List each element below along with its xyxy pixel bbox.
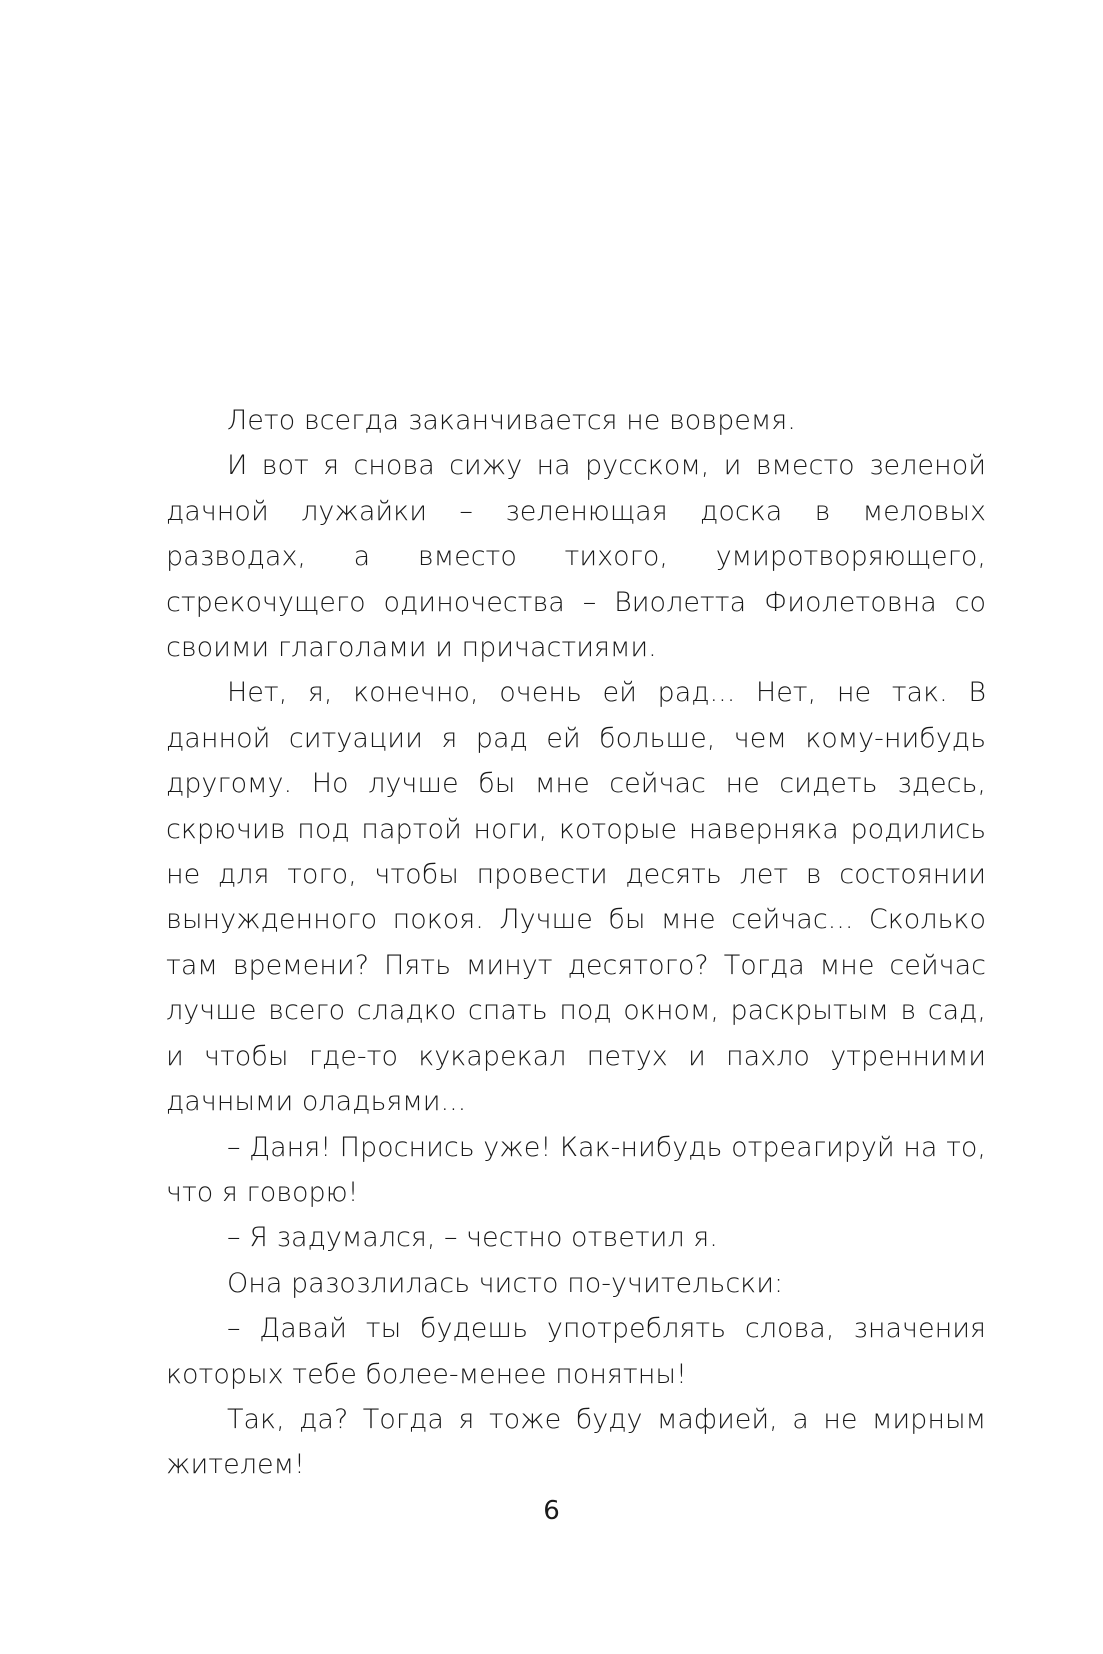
paragraph-8: Так, да? Тогда я тоже буду мафией, а не мирным жителем! [166, 1403, 986, 1481]
paragraph-7: – Давай ты будешь употреблять слова, значения которых тебе более-менее понятны! [166, 1313, 986, 1390]
paragraph-1: Лето всегда заканчивается не вовремя. [227, 405, 796, 436]
page-number: 6 [543, 1496, 560, 1526]
paragraph-4: – Даня! Проснись уже! Как-нибудь отреагируй на то, что я говорю! [166, 1131, 986, 1208]
paragraph-2: И вот я снова сижу на русском, и вместо зеленой дачной лужайки – зеленющая доска в меловых разводах, а вместо тихого, умиротворяющего, стрекочущего одиночества – Виолетта Фиолетовна со своими глаголами и причастиями. [166, 450, 986, 664]
paragraph-6: Она разозлилась чисто по-учительски: [227, 1267, 784, 1299]
paragraph-3: Нет, я, конечно, очень ей рад... Нет, не так. В данной ситуации я рад ей больше, чем кому-нибудь другому. Но лучше бы мне сейчас не сидеть здесь, скрючив под партой ноги, которые наверняка родились не для того, чтобы провести десять лет в состоянии вынужденного покоя. Лучше бы мне сейчас... Сколько там времени? Пять минут десятого? Тогда мне сейчас лучше всего сладко спать под окном, раскрытым в сад, и чтобы где-то кукарекал петух и пахло утренними дачными оладьями... [166, 677, 986, 1118]
paragraph-5: – Я задумался, – честно ответил я. [227, 1222, 718, 1254]
body-text [166, 398, 986, 1488]
